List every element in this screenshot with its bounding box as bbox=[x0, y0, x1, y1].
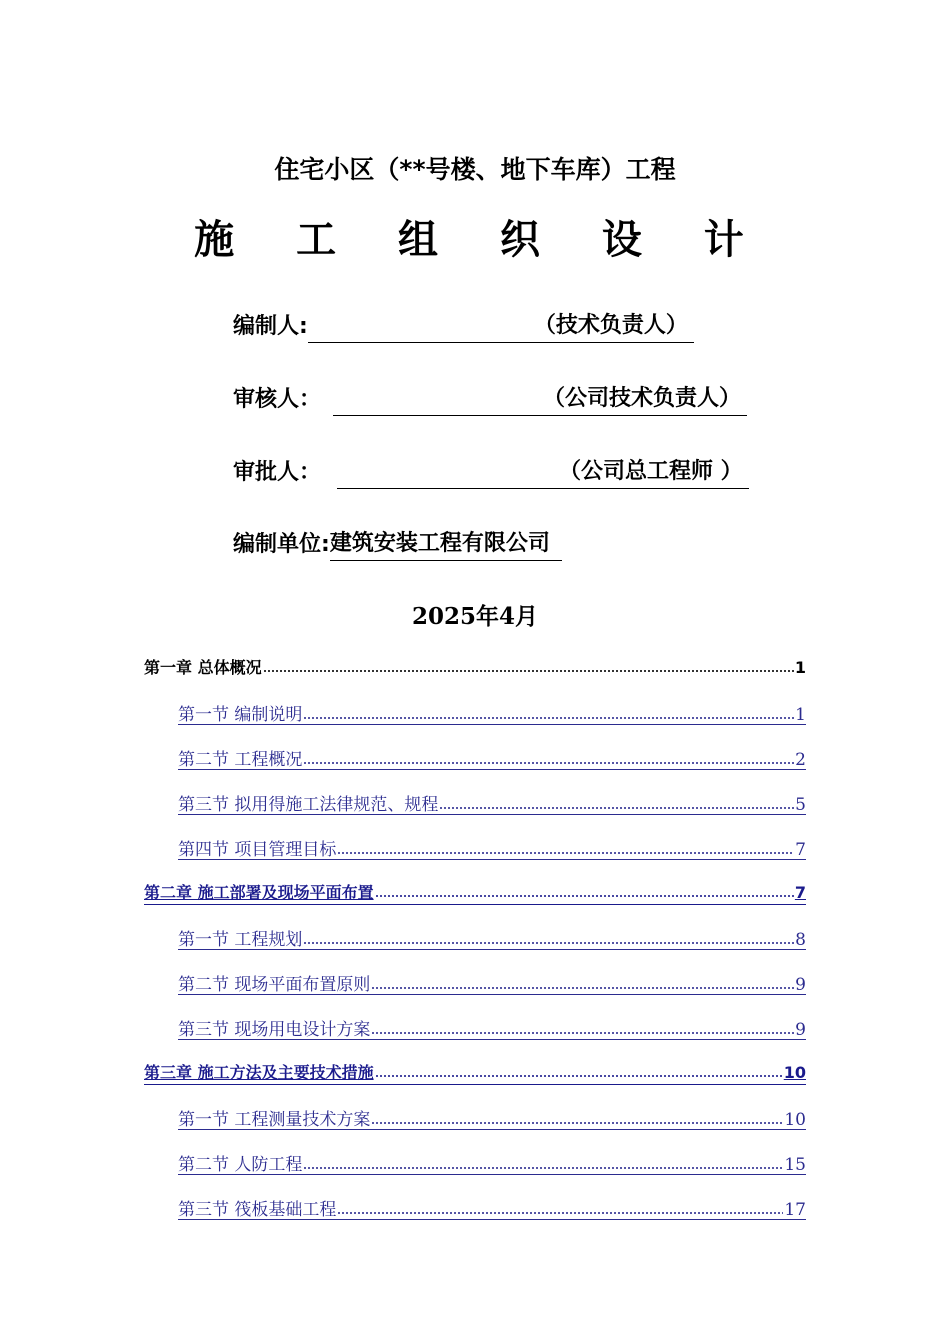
toc-page-number: 2 bbox=[795, 750, 806, 770]
toc-page-number: 9 bbox=[795, 1020, 806, 1040]
unit-value: 建筑安装工程有限公司 bbox=[330, 528, 562, 561]
toc-leader-dots bbox=[303, 927, 794, 945]
toc-section-1-1[interactable] bbox=[178, 700, 806, 725]
unit-label: 编制单位: bbox=[233, 532, 330, 557]
project-title: 住宅小区（**号楼、地下车库）工程 bbox=[274, 155, 676, 184]
toc-entry-title: 第二章 施工部署及现场平面布置 bbox=[144, 883, 374, 902]
reviewer-blank-line bbox=[333, 387, 543, 416]
toc-entry-title: 第一节 工程测量技术方案 bbox=[178, 1110, 371, 1130]
toc-entry-title: 第一节 工程规划 bbox=[178, 930, 303, 950]
toc-leader-dots bbox=[303, 1152, 783, 1170]
toc-page-number: 9 bbox=[795, 975, 806, 995]
toc-section-1-3[interactable] bbox=[178, 790, 806, 815]
unit-row bbox=[233, 528, 562, 560]
toc-page-number: 15 bbox=[784, 1155, 806, 1175]
toc-leader-dots bbox=[337, 837, 794, 855]
toc-entry-title: 第三章 施工方法及主要技术措施 bbox=[144, 1063, 374, 1082]
approver-gap bbox=[321, 461, 337, 489]
toc-page-number: 8 bbox=[795, 930, 806, 950]
toc-chapter-1[interactable] bbox=[144, 655, 806, 679]
toc-page-number: 1 bbox=[795, 705, 806, 725]
toc-leader-dots bbox=[439, 792, 794, 810]
document-title: 施 工 组 织 设 计 bbox=[194, 217, 768, 263]
toc-section-3-1[interactable] bbox=[178, 1105, 806, 1130]
reviewer-role: （公司技术负责人） bbox=[543, 383, 747, 416]
toc-entry-title: 第四节 项目管理目标 bbox=[178, 840, 337, 860]
toc-leader-dots bbox=[371, 1017, 794, 1035]
toc-leader-dots bbox=[303, 747, 794, 765]
toc-section-1-4[interactable] bbox=[178, 835, 806, 860]
toc-page-number: 10 bbox=[784, 1110, 806, 1130]
toc-entry-title: 第二节 现场平面布置原则 bbox=[178, 975, 371, 995]
toc-page-number: 7 bbox=[795, 840, 806, 860]
toc-section-2-3[interactable] bbox=[178, 1015, 806, 1040]
compiler-blank-line bbox=[308, 314, 534, 343]
toc-leader-dots bbox=[375, 880, 794, 898]
toc-leader-dots bbox=[337, 1197, 783, 1215]
toc-leader-dots bbox=[371, 1107, 783, 1125]
approver-row bbox=[233, 456, 749, 488]
toc-page-number: 17 bbox=[784, 1200, 806, 1220]
toc-entry-title: 第二节 工程概况 bbox=[178, 750, 303, 770]
reviewer-gap bbox=[321, 388, 333, 416]
toc-section-3-3[interactable] bbox=[178, 1195, 806, 1220]
toc-leader-dots bbox=[375, 1060, 783, 1078]
toc-entry-title: 第一节 编制说明 bbox=[178, 705, 303, 725]
reviewer-row bbox=[233, 383, 747, 415]
toc-entry-title: 第三节 拟用得施工法律规范、规程 bbox=[178, 795, 439, 815]
toc-entry-title: 第三节 筏板基础工程 bbox=[178, 1200, 337, 1220]
toc-entry-title: 第一章 总体概况 bbox=[144, 658, 262, 677]
toc-section-3-2[interactable] bbox=[178, 1150, 806, 1175]
toc-leader-dots bbox=[303, 702, 794, 720]
approver-label: 审批人： bbox=[233, 460, 322, 485]
toc-page-number: 7 bbox=[794, 883, 806, 902]
approver-role: （公司总工程师 ） bbox=[559, 456, 749, 489]
compiler-row bbox=[233, 310, 694, 342]
toc-page-number: 5 bbox=[795, 795, 806, 815]
approver-blank-line bbox=[337, 460, 559, 489]
compiler-role: （技术负责人） bbox=[534, 310, 694, 343]
toc-leader-dots bbox=[371, 972, 794, 990]
toc-section-1-2[interactable] bbox=[178, 745, 806, 770]
toc-page-number: 1 bbox=[794, 658, 806, 677]
toc-chapter-2[interactable] bbox=[144, 880, 806, 905]
toc-page-number: 10 bbox=[783, 1063, 806, 1082]
compiler-label: 编制人: bbox=[233, 314, 308, 339]
toc-chapter-3[interactable] bbox=[144, 1060, 806, 1085]
reviewer-label: 审核人： bbox=[233, 387, 322, 412]
toc-section-2-2[interactable] bbox=[178, 970, 806, 995]
document-date: 2025年4月 bbox=[411, 603, 539, 630]
toc-entry-title: 第三节 现场用电设计方案 bbox=[178, 1020, 371, 1040]
toc-entry-title: 第二节 人防工程 bbox=[178, 1155, 303, 1175]
toc-section-2-1[interactable] bbox=[178, 925, 806, 950]
toc-leader-dots bbox=[263, 655, 794, 673]
